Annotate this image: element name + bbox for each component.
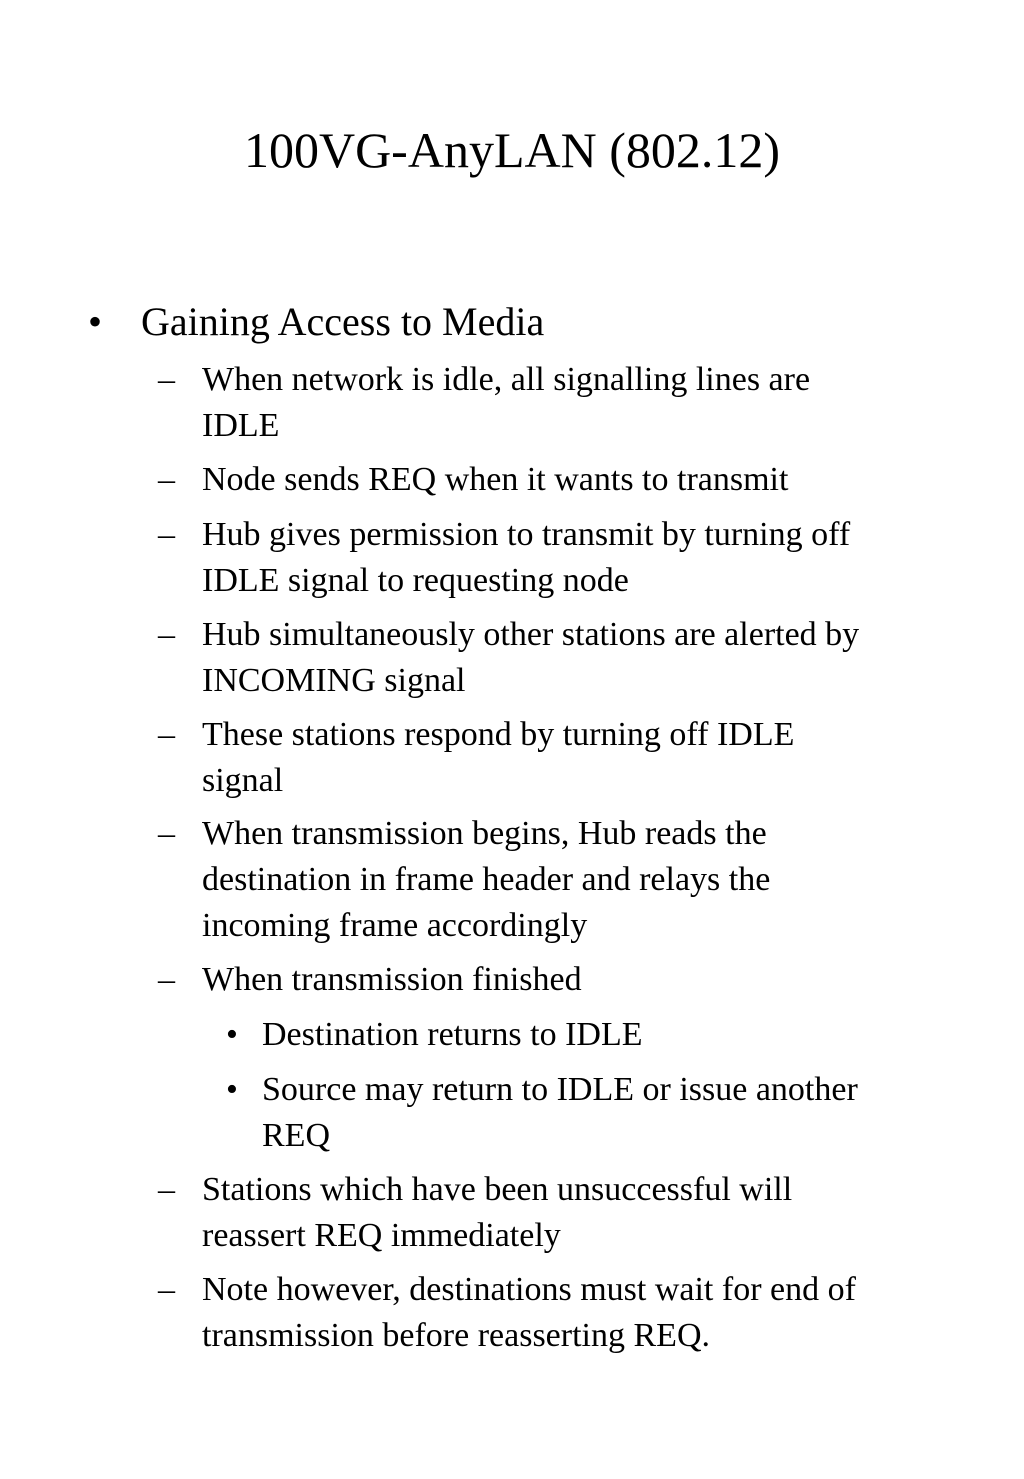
text-line: When transmission finished bbox=[202, 961, 582, 998]
list-item-text bbox=[202, 811, 992, 949]
text-line: transmission before reasserting REQ. bbox=[202, 1317, 710, 1354]
sub-bullet-marker: • bbox=[226, 1016, 238, 1053]
list-item-text bbox=[202, 512, 992, 604]
dash-marker: – bbox=[158, 616, 175, 653]
text-line: Note however, destinations must wait for end of bbox=[202, 1271, 856, 1308]
text-line: When network is idle, all signalling lines are bbox=[202, 361, 811, 398]
text-line: incoming frame accordingly bbox=[202, 907, 588, 944]
dash-marker: – bbox=[158, 1271, 175, 1308]
text-line: Hub simultaneously other stations are alerted by bbox=[202, 616, 860, 653]
text-line: reassert REQ immediately bbox=[202, 1217, 561, 1254]
text-line: IDLE signal to requesting node bbox=[202, 562, 629, 599]
dash-marker: – bbox=[158, 961, 175, 998]
bullet-marker: • bbox=[88, 299, 103, 344]
text-line: REQ bbox=[262, 1117, 330, 1154]
dash-marker: – bbox=[158, 1171, 175, 1208]
dash-marker: – bbox=[158, 361, 175, 398]
text-line: Node sends REQ when it wants to transmit bbox=[202, 461, 789, 498]
list-item-text bbox=[202, 957, 992, 1003]
text-line: Hub gives permission to transmit by turning off bbox=[202, 516, 851, 553]
dash-marker: – bbox=[158, 461, 175, 498]
dash-marker: – bbox=[158, 815, 175, 852]
dash-marker: – bbox=[158, 716, 175, 753]
text-line: These stations respond by turning off IDLE bbox=[202, 716, 795, 753]
text-line: Stations which have been unsuccessful will bbox=[202, 1171, 793, 1208]
dash-marker: – bbox=[158, 516, 175, 553]
sub-list-item-text bbox=[262, 1067, 992, 1159]
list-item-text bbox=[202, 712, 992, 804]
slide-title: 100VG-AnyLAN (802.12) bbox=[243, 122, 781, 178]
text-line: destination in frame header and relays the bbox=[202, 861, 771, 898]
main-bullet bbox=[0, 294, 1024, 350]
list-item-text bbox=[202, 612, 992, 704]
text-line: Source may return to IDLE or issue another bbox=[262, 1071, 858, 1108]
text-line: Destination returns to IDLE bbox=[262, 1016, 643, 1053]
list-item-text bbox=[202, 357, 992, 449]
main-bullet-text: Gaining Access to Media bbox=[141, 299, 545, 344]
text-line: When transmission begins, Hub reads the bbox=[202, 815, 767, 852]
text-line: INCOMING signal bbox=[202, 662, 466, 699]
text-line: signal bbox=[202, 762, 284, 799]
list-item-text bbox=[202, 1167, 992, 1259]
sub-bullet-marker: • bbox=[226, 1071, 238, 1108]
sub-list-item-text bbox=[262, 1012, 992, 1058]
list-item-text bbox=[202, 1267, 992, 1359]
list-item-text bbox=[202, 457, 992, 503]
text-line: IDLE bbox=[202, 407, 280, 444]
